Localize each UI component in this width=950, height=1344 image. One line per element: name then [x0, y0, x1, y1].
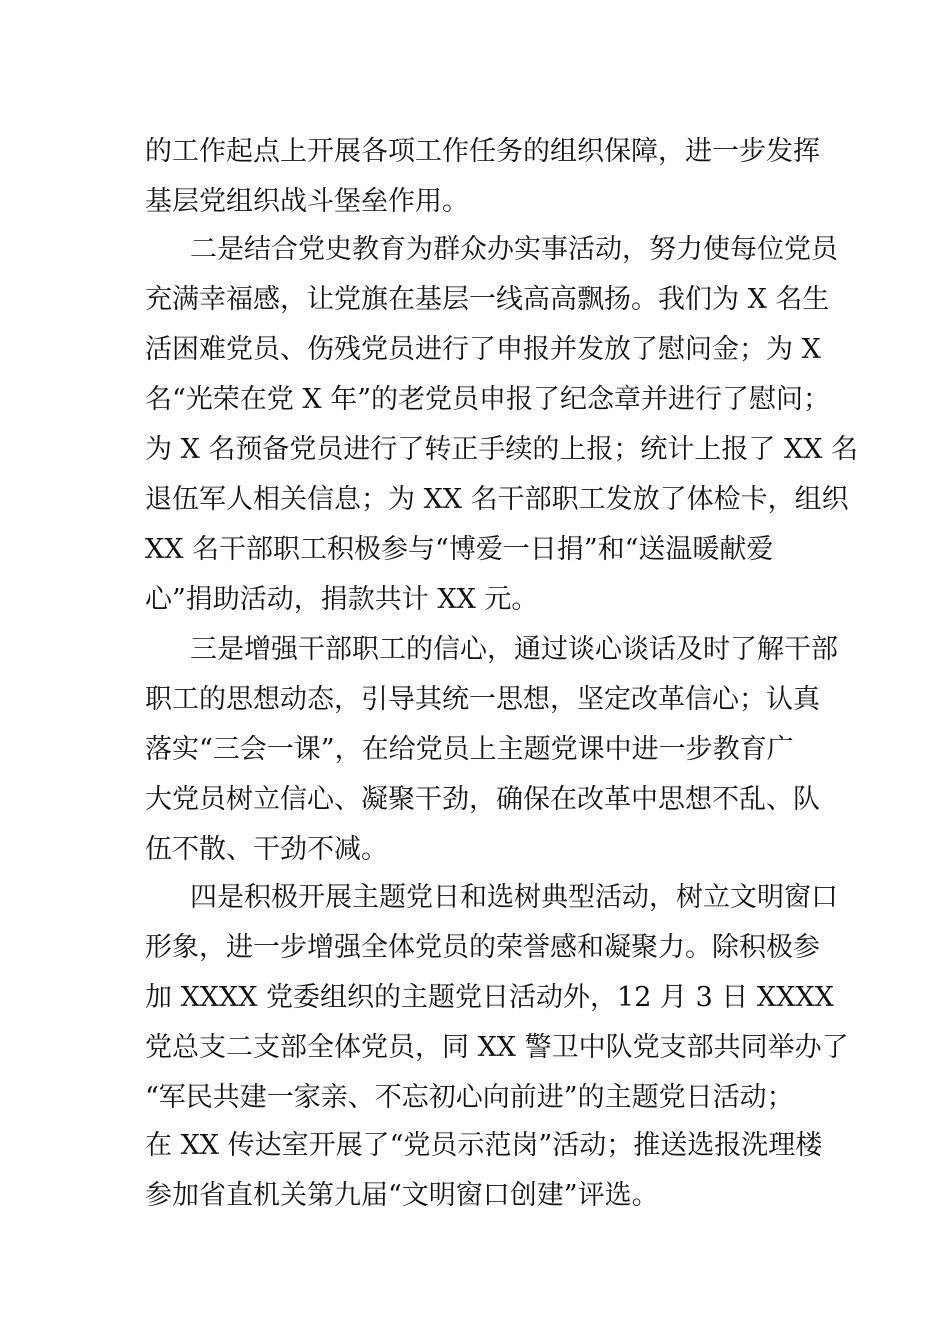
paragraph-3-line-5: 伍不散、干劲不减。	[145, 834, 388, 865]
paragraph-4-line-3: 加 XXXX 党委组织的主题党日活动外，12 月 3 日 XXXX	[145, 982, 834, 1013]
paragraph-3-line-4: 大党员树立信心、凝聚干劲，确保在改革中思想不乱、队	[145, 784, 820, 815]
paragraph-2-line-4: 名“光荣在党 X 年”的老党员申报了纪念章并进行了慰问；	[145, 384, 830, 415]
paragraph-2-line-5: 为 X 名预备党员进行了转正手续的上报；统计上报了 XX 名	[145, 434, 858, 465]
paragraph-4-line-6: 在 XX 传达室开展了“党员示范岗”活动；推送选报洗理楼	[145, 1130, 823, 1161]
paragraph-3-line-2: 职工的思想动态，引导其统一思想，坚定改革信心；认真	[145, 684, 820, 715]
paragraph-4-line-4: 党总支二支部全体党员，同 XX 警卫中队党支部共同举办了	[145, 1032, 849, 1063]
paragraph-4-line-2: 形象，进一步增强全体党员的荣誉感和凝聚力。除积极参	[145, 932, 820, 963]
paragraph-4-line-5: “军民共建一家亲、不忘初心向前进”的主题党日活动；	[145, 1082, 794, 1113]
paragraph-4-line-7: 参加省直机关第九届“文明窗口创建”评选。	[145, 1180, 659, 1211]
paragraph-2-line-3: 活困难党员、伤残党员进行了申报并发放了慰问金；为 X	[145, 334, 821, 365]
paragraph-4-line-1: 四是积极开展主题党日和选树典型活动，树立文明窗口	[190, 882, 838, 913]
paragraph-1-line-1: 的工作起点上开展各项工作任务的组织保障，进一步发挥	[145, 136, 820, 167]
paragraph-2-line-8: 心”捐助活动，捐款共计 XX 元。	[145, 584, 539, 615]
paragraph-2-line-7: XX 名干部职工积极参与“博爱一日捐”和“送温暖献爱	[145, 534, 774, 565]
paragraph-2-line-6: 退伍军人相关信息；为 XX 名干部职工发放了体检卡，组织	[145, 484, 849, 515]
paragraph-2-line-1: 二是结合党史教育为群众办实事活动，努力使每位党员	[190, 234, 838, 265]
paragraph-3-line-3: 落实“三会一课”，在给党员上主题党课中进一步教育广	[145, 734, 794, 765]
paragraph-3-line-1: 三是增强干部职工的信心，通过谈心谈话及时了解干部	[190, 634, 838, 665]
paragraph-2-line-2: 充满幸福感，让党旗在基层一线高高飘扬。我们为 X 名生	[145, 284, 830, 315]
paragraph-1-line-2: 基层党组织战斗堡垒作用。	[145, 186, 469, 217]
